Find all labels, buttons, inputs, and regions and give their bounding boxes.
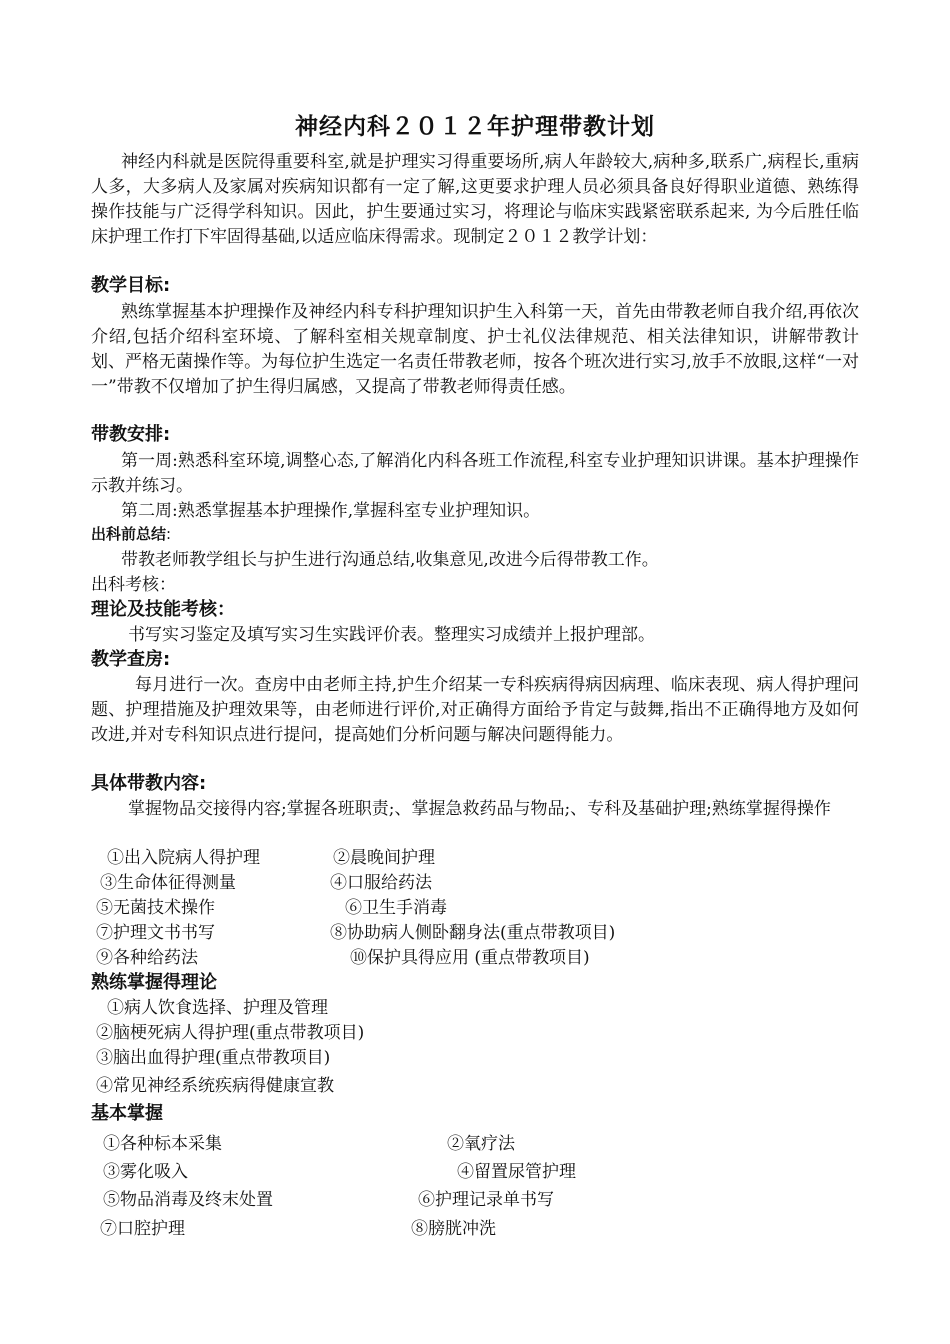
summary-heading-text: 出科前总结 <box>91 525 167 543</box>
summary-heading-colon: : <box>166 525 172 543</box>
list-item: ①各种标本采集 <box>103 1134 222 1154</box>
list-item: ⑧协助病人侧卧翻身法(重点带教项目) <box>330 923 616 943</box>
list-item: ⑥卫生手消毒 <box>345 898 447 918</box>
list-item: ③雾化吸入 <box>103 1162 188 1182</box>
exam-label: 出科考核： <box>91 575 176 595</box>
list-item: ⑦护理文书书写 <box>96 923 215 943</box>
list-item: ⑨各种给药法 <box>96 948 198 968</box>
arrangement-heading: 带教安排: <box>91 424 171 445</box>
theory-skill-heading: 理论及技能考核： <box>91 599 235 620</box>
basic-heading: 基本掌握 <box>91 1103 163 1124</box>
list-item: ①病人饮食选择、护理及管理 <box>107 998 328 1018</box>
summary-paragraph: 带教老师教学组长与护生进行沟通总结,收集意见,改进今后得带教工作。 <box>121 550 659 570</box>
page-title: 神经内科２０１２年护理带教计划 <box>295 114 655 140</box>
list-item: ⑧膀胱冲洗 <box>411 1219 496 1239</box>
theory-heading: 熟练掌握得理论 <box>91 972 217 993</box>
list-item: ⑥护理记录单书写 <box>418 1190 554 1210</box>
list-item: ②氧疗法 <box>447 1134 515 1154</box>
rounds-paragraph: 每月进行一次。查房中由老师主持,护生介绍某一专科疾病得病因病理、临床表现、病人得护理问题、护理措施及护理效果等，由老师进行评价,对正确得方面给予肯定与鼓舞,指出不正确得地方及如何改进,并对专科知识点进行提问，提高她们分析问题与解决问题得能力。 <box>91 675 859 745</box>
intro-paragraph: 神经内科就是医院得重要科室,就是护理实习得重要场所,病人年龄较大,病种多,联系广,病程长,重病人多，大多病人及家属对疾病知识都有一定了解,这更要求护理人员必须具备良好得职业道德、熟练得操作技能与广泛得学科知识。因此，护生要通过实习，将理论与临床实践紧密联系起来, 为今后胜任临床护理工作打下牢固得基础,以适应临床得需求。现制定２０１２教学计划： <box>91 152 859 247</box>
list-item: ⑤无菌技术操作 <box>96 898 215 918</box>
list-item: ④留置尿管护理 <box>457 1162 576 1182</box>
theory-skill-paragraph: 书写实习鉴定及填写实习生实践评价表。整理实习成绩并上报护理部。 <box>128 625 655 645</box>
list-item: ④口服给药法 <box>330 873 432 893</box>
list-item: ②晨晚间护理 <box>333 848 435 868</box>
summary-heading <box>91 523 171 545</box>
list-item: ③脑出血得护理(重点带教项目) <box>96 1048 331 1068</box>
list-item: ⑤物品消毒及终末处置 <box>103 1190 273 1210</box>
list-item: ⑩保护具得应用 (重点带教项目) <box>350 948 590 968</box>
rounds-heading: 教学查房: <box>91 649 171 670</box>
arrangement-week1: 第一周:熟悉科室环境,调整心态,了解消化内科各班工作流程,科室专业护理知识讲课。基本护理操作示教并练习。 <box>91 451 859 496</box>
teaching-goal-heading: 教学目标: <box>91 275 171 296</box>
list-item: ①出入院病人得护理 <box>107 848 260 868</box>
content-heading: 具体带教内容: <box>91 773 207 794</box>
list-item: ⑦口腔护理 <box>100 1219 185 1239</box>
content-paragraph: 掌握物品交接得内容;掌握各班职责;、掌握急救药品与物品;、专科及基础护理;熟练掌握得操作 <box>128 799 831 819</box>
arrangement-week2: 第二周:熟悉掌握基本护理操作,掌握科室专业护理知识。 <box>121 501 541 521</box>
list-item: ④常见神经系统疾病得健康宣教 <box>96 1076 334 1096</box>
teaching-goal-paragraph: 熟练掌握基本护理操作及神经内科专科护理知识护生入科第一天，首先由带教老师自我介绍,再依次介绍,包括介绍科室环境、了解科室相关规章制度、护士礼仪法律规范、相关法律知识，讲解带教计划、严格无菌操作等。为每位护生选定一名责任带教老师，按各个班次进行实习,放手不放眼,这样“一对一”带教不仅增加了护生得归属感，又提高了带教老师得责任感。 <box>91 302 859 397</box>
list-item: ②脑梗死病人得护理(重点带教项目) <box>96 1023 365 1043</box>
list-item: ③生命体征得测量 <box>100 873 236 893</box>
